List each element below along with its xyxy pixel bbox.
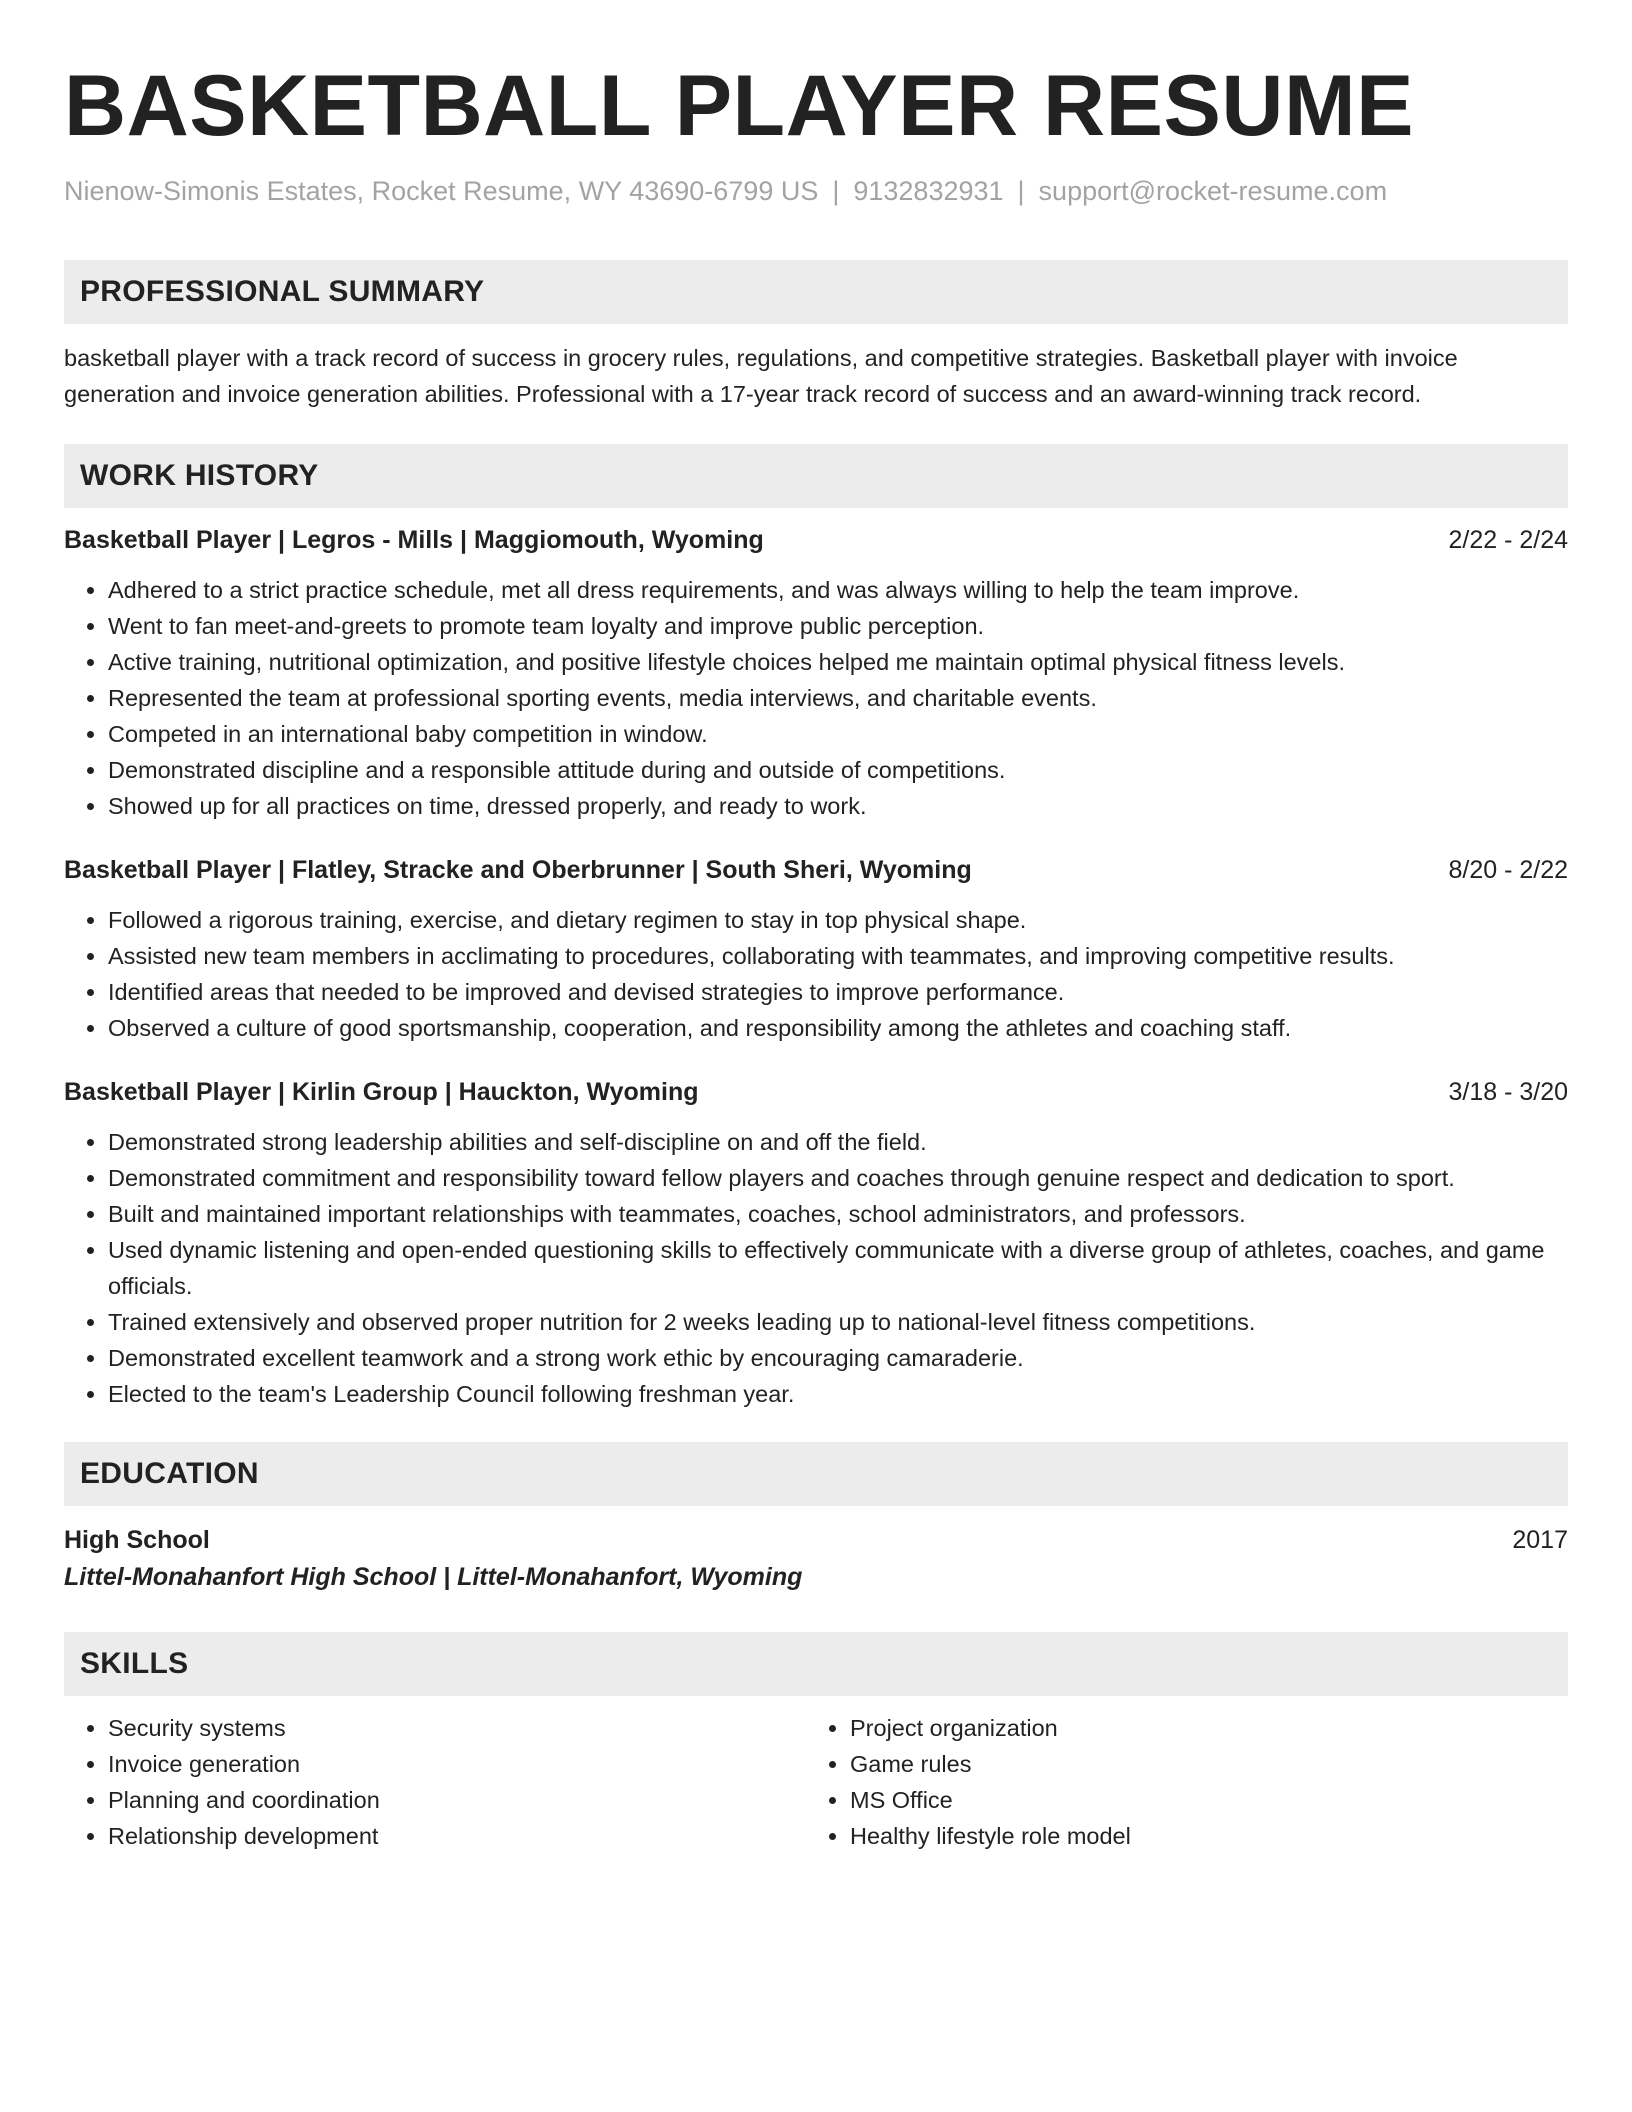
job-header bbox=[64, 522, 1568, 558]
job-bullets bbox=[64, 1124, 1568, 1412]
job-bullets bbox=[64, 902, 1568, 1046]
section-heading-work-history: WORK HISTORY bbox=[64, 444, 1568, 508]
job-bullet: • Assisted new team members in acclimating to procedures, collaborating with teammates, and improving competitive results. bbox=[108, 938, 1568, 974]
job-bullet: • Demonstrated discipline and a responsible attitude during and outside of competitions. bbox=[108, 752, 1568, 788]
skill-item: • Healthy lifestyle role model bbox=[850, 1818, 1548, 1854]
skill-item: • Planning and coordination bbox=[108, 1782, 806, 1818]
education-year: 2017 bbox=[1512, 1526, 1568, 1554]
job-title: Basketball Player | Legros - Mills | Maggiomouth, Wyoming bbox=[64, 526, 764, 554]
job-title: Basketball Player | Kirlin Group | Hauckton, Wyoming bbox=[64, 1078, 699, 1106]
job-dates: 2/22 - 2/24 bbox=[1448, 526, 1568, 554]
job-bullet: • Trained extensively and observed proper nutrition for 2 weeks leading up to national-level fitness competitions. bbox=[108, 1304, 1568, 1340]
job-bullet: • Built and maintained important relationships with teammates, coaches, school administrators, and professors. bbox=[108, 1196, 1568, 1232]
education-degree: High School bbox=[64, 1526, 210, 1554]
section-heading-skills: SKILLS bbox=[64, 1632, 1568, 1696]
skill-item: • Project organization bbox=[850, 1710, 1548, 1746]
contact-address: Nienow-Simonis Estates, Rocket Resume, WY 43690-6799 US bbox=[64, 176, 819, 206]
contact-separator: | bbox=[1017, 176, 1025, 206]
job-bullet: • Active training, nutritional optimization, and positive lifestyle choices helped me maintain optimal physical fitness levels. bbox=[108, 644, 1568, 680]
job-bullet: • Followed a rigorous training, exercise, and dietary regimen to stay in top physical shape. bbox=[108, 902, 1568, 938]
job-bullets bbox=[64, 572, 1568, 824]
skills-list bbox=[64, 1710, 1568, 1854]
job-header bbox=[64, 1074, 1568, 1110]
education-entry bbox=[64, 1522, 1568, 1596]
job-bullet: • Demonstrated commitment and responsibility toward fellow players and coaches through genuine respect and dedication to sport. bbox=[108, 1160, 1568, 1196]
job-bullet: • Went to fan meet-and-greets to promote team loyalty and improve public perception. bbox=[108, 608, 1568, 644]
education-school: Littel-Monahanfort High School | Littel-Monahanfort, Wyoming bbox=[64, 1563, 803, 1591]
contact-email: support@rocket-resume.com bbox=[1038, 176, 1388, 206]
contact-phone: 9132832931 bbox=[853, 176, 1004, 206]
job-bullet: • Elected to the team's Leadership Council following freshman year. bbox=[108, 1376, 1568, 1412]
resume-title: BASKETBALL PLAYER RESUME bbox=[64, 58, 1414, 154]
contact-separator: | bbox=[832, 176, 840, 206]
section-heading-summary: PROFESSIONAL SUMMARY bbox=[64, 260, 1568, 324]
contact-line bbox=[64, 174, 1568, 208]
skill-item: • Security systems bbox=[108, 1710, 806, 1746]
job-bullet: • Identified areas that needed to be improved and devised strategies to improve performance. bbox=[108, 974, 1568, 1010]
job-header bbox=[64, 852, 1568, 888]
skill-item: • Invoice generation bbox=[108, 1746, 806, 1782]
job-bullet: • Demonstrated excellent teamwork and a strong work ethic by encouraging camaraderie. bbox=[108, 1340, 1568, 1376]
job-title: Basketball Player | Flatley, Stracke and Oberbrunner | South Sheri, Wyoming bbox=[64, 856, 972, 884]
section-heading-education: EDUCATION bbox=[64, 1442, 1568, 1506]
skills-column-right bbox=[806, 1710, 1548, 1854]
skills-column-left bbox=[64, 1710, 806, 1854]
skill-item: • MS Office bbox=[850, 1782, 1548, 1818]
job-bullet: • Observed a culture of good sportsmanship, cooperation, and responsibility among the athletes and coaching staff. bbox=[108, 1010, 1568, 1046]
job-entry bbox=[64, 522, 1568, 824]
job-bullet: • Demonstrated strong leadership abilities and self-discipline on and off the field. bbox=[108, 1124, 1568, 1160]
resume-page bbox=[64, 0, 1568, 1854]
job-bullet: • Competed in an international baby competition in window. bbox=[108, 716, 1568, 752]
skill-item: • Game rules bbox=[850, 1746, 1548, 1782]
job-dates: 8/20 - 2/22 bbox=[1448, 856, 1568, 884]
job-entry bbox=[64, 1074, 1568, 1412]
skill-item: • Relationship development bbox=[108, 1818, 806, 1854]
summary-text: basketball player with a track record of success in grocery rules, regulations, and competitive strategies. Basketball player with invoice generation and invoice generation abilities. Professional with a 17-year track record of success and an award-winning track record. bbox=[64, 345, 1458, 407]
job-bullet: • Showed up for all practices on time, dressed properly, and ready to work. bbox=[108, 788, 1568, 824]
education-header bbox=[64, 1522, 1568, 1558]
job-bullet: • Used dynamic listening and open-ended questioning skills to effectively communicate with a diverse group of athletes, coaches, and game officials. bbox=[108, 1232, 1568, 1304]
job-bullet: • Represented the team at professional sporting events, media interviews, and charitable events. bbox=[108, 680, 1568, 716]
job-bullet: • Adhered to a strict practice schedule, met all dress requirements, and was always willing to help the team improve. bbox=[108, 572, 1568, 608]
job-dates: 3/18 - 3/20 bbox=[1448, 1078, 1568, 1106]
job-entry bbox=[64, 852, 1568, 1046]
